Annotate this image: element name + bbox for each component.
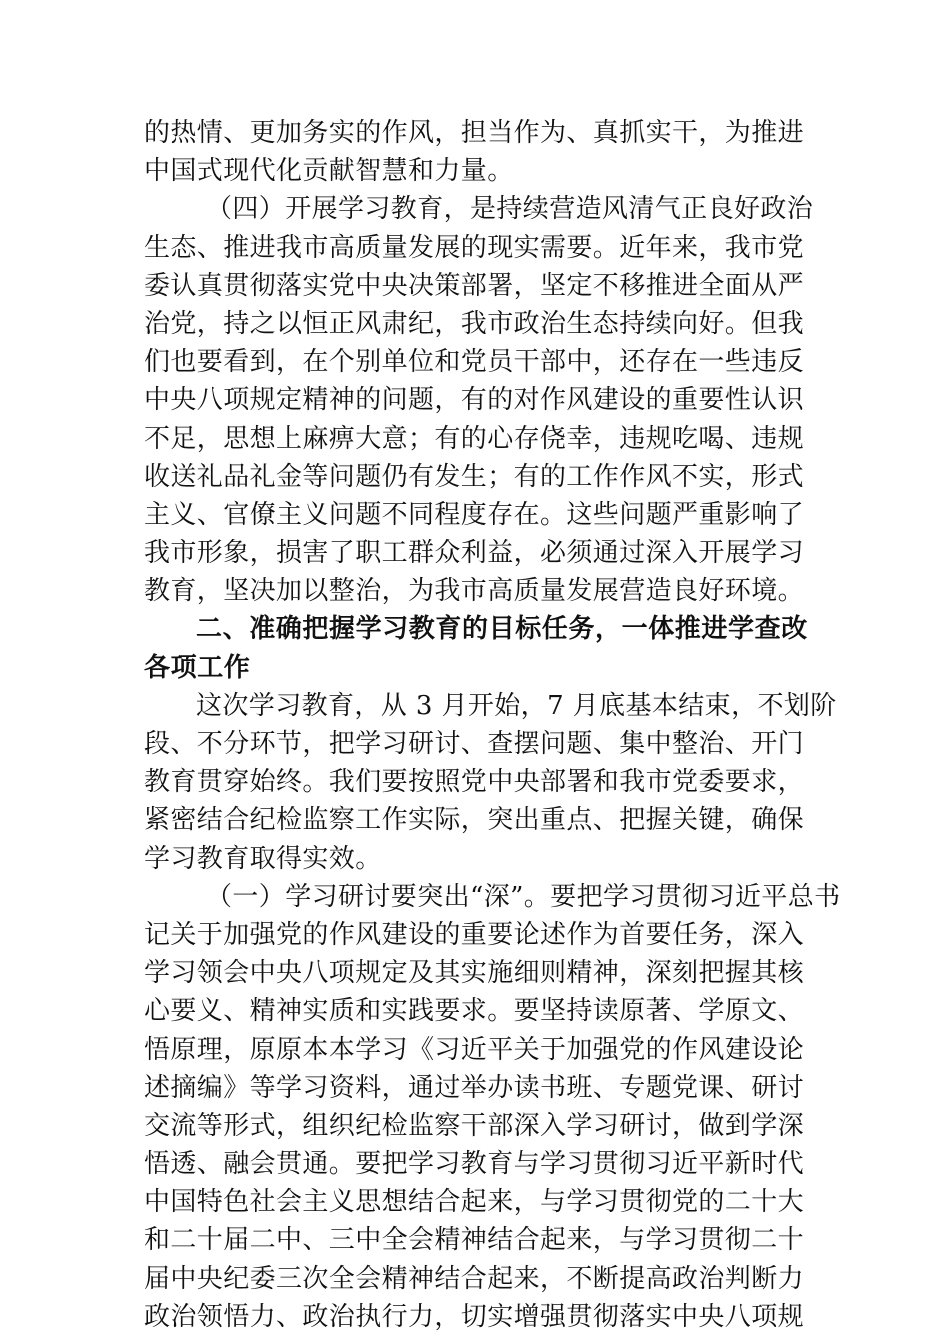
text-line: 段、不分环节，把学习研讨、查摆问题、集中整治、开门 — [144, 729, 805, 759]
text-line: 治党，持之以恒正风肃纪，我市政治生态持续向好。但我 — [144, 308, 805, 339]
text-line: 的热情、更加务实的作风，担当作为、真抓实干，为推进 — [144, 118, 805, 148]
text-line: 生态、推进我市高质量发展的现实需要。近年来，我市党 — [144, 232, 805, 263]
text-line: 学习教育取得实效。 — [144, 843, 382, 874]
text-line: 委认真贯彻落实党中央决策部署，坚定不移推进全面从严 — [144, 270, 805, 301]
text-line: 届中央纪委三次全会精神结合起来，不断提高政治判断力 — [144, 1263, 805, 1294]
text-line: 们也要看到，在个别单位和党员干部中，还存在一些违反 — [144, 347, 805, 378]
text-line: 悟透、融会贯通。要把学习教育与学习贯彻习近平新时代 — [144, 1149, 805, 1180]
text-line: 中国特色社会主义思想结合起来，与学习贯彻党的二十大 — [144, 1187, 805, 1218]
text-line: 教育，坚决加以整治，为我市高质量发展营造良好环境。 — [144, 576, 805, 607]
text-line: 心要义、精神实质和实践要求。要坚持读原著、学原文、 — [144, 996, 805, 1027]
text-line: 交流等形式，组织纪检监察干部深入学习研讨，做到学深 — [144, 1110, 805, 1141]
document-body — [144, 114, 841, 1336]
section-heading-continuation: 各项工作 — [144, 652, 251, 683]
text-line: 我市形象，损害了职工群众利益，必须通过深入开展学习 — [144, 538, 805, 569]
text-line: 教育贯穿始终。我们要按照党中央部署和我市党委要求， — [144, 767, 805, 798]
text-line: 政治领悟力、政治执行力，切实增强贯彻落实中央八项规 — [144, 1301, 805, 1332]
paragraph-start-line: 这次学习教育，从 3 月开始，7 月底基本结束，不划阶 — [196, 690, 837, 721]
paragraph-start-line: （四）开展学习教育，是持续营造风清气正良好政治 — [206, 194, 814, 225]
text-line: 和二十届二中、三中全会精神结合起来，与学习贯彻二十 — [144, 1225, 805, 1256]
text-line: 述摘编》等学习资料，通过举办读书班、专题党课、研讨 — [144, 1072, 805, 1103]
paragraph-start-line: （一）学习研讨要突出“深”。要把学习贯彻习近平总书 — [206, 881, 841, 912]
text-line: 记关于加强党的作风建设的重要论述作为首要任务，深入 — [144, 919, 805, 950]
text-line: 中国式现代化贡献智慧和力量。 — [144, 156, 514, 187]
text-line: 紧密结合纪检监察工作实际，突出重点、把握关键，确保 — [144, 805, 805, 836]
text-line: 悟原理，原原本本学习《习近平关于加强党的作风建设论 — [144, 1034, 805, 1065]
text-line: 不足，思想上麻痹大意；有的心存侥幸，违规吃喝、违规 — [144, 423, 805, 454]
text-line: 收送礼品礼金等问题仍有发生；有的工作作风不实，形式 — [144, 461, 805, 492]
text-line: 中央八项规定精神的问题，有的对作风建设的重要性认识 — [144, 385, 805, 416]
text-line: 主义、官僚主义问题不同程度存在。这些问题严重影响了 — [144, 499, 805, 530]
text-line: 学习领会中央八项规定及其实施细则精神，深刻把握其核 — [144, 958, 805, 989]
section-heading: 二、准确把握学习教育的目标任务，一体推进学查改 — [196, 614, 808, 645]
